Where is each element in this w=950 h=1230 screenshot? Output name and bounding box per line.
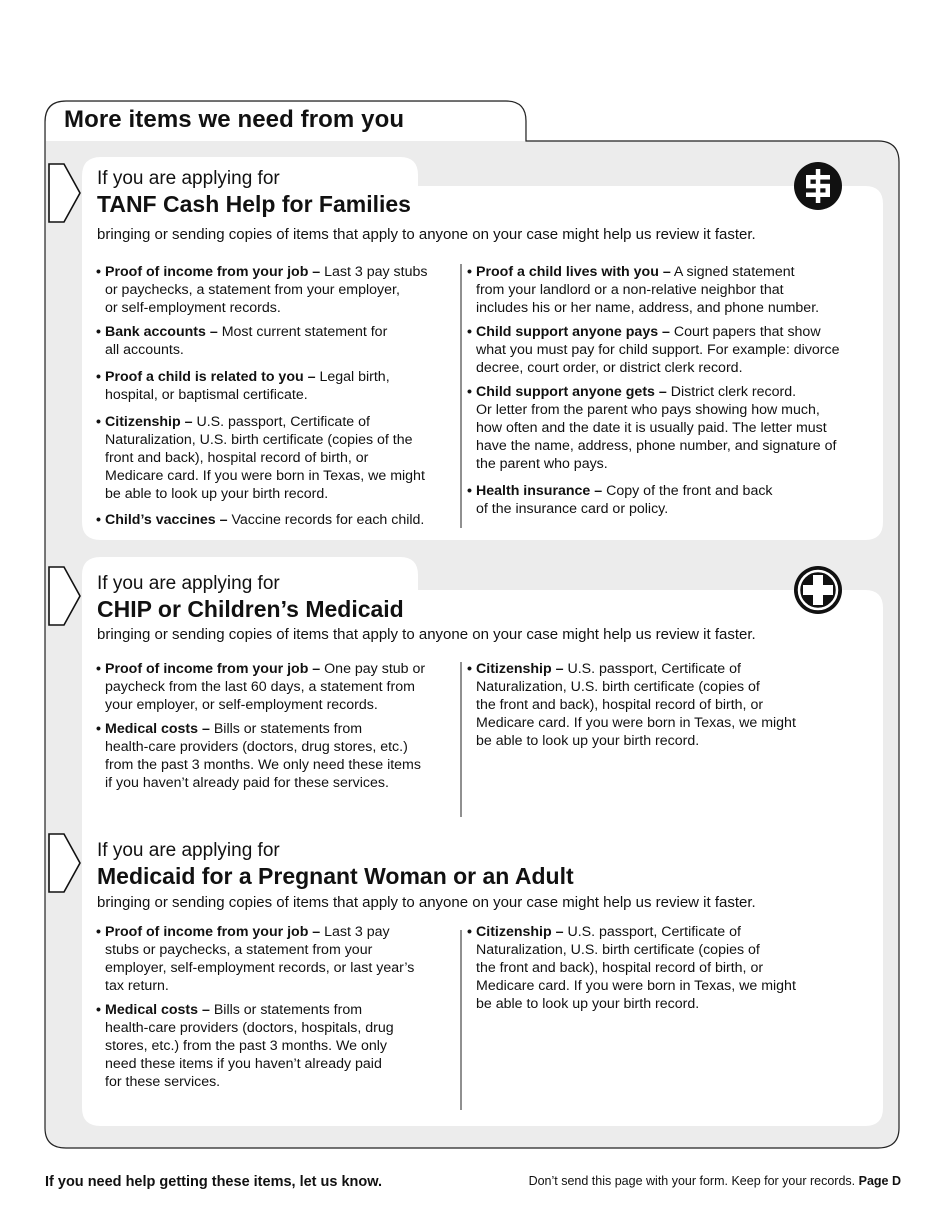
- medical-cross-icon: [794, 566, 842, 614]
- list-item: • Child support anyone pays – Court papers that show what you must pay for child support. For example: divorce decree, court order, or district clerk record.: [467, 323, 867, 377]
- left-column: [96, 923, 456, 1091]
- section-intro: bringing or sending copies of items that apply to anyone on your case might help us review it faster.: [97, 226, 756, 243]
- list-item: • Medical costs – Bills or statements from health-care providers (doctors, drug stores, etc.) from the past 3 months. We only need these items if you haven’t already paid for these services.: [96, 720, 456, 792]
- right-column: [467, 660, 867, 750]
- section-kicker: If you are applying for: [97, 573, 280, 594]
- page-label: Page D: [858, 1174, 901, 1188]
- list-item: • Child support anyone gets – District clerk record. Or letter from the parent who pays showing how much, how often and the date it is usually paid. The letter must have the name, address, phone number, and signature of the parent who pays.: [467, 383, 867, 473]
- list-item: • Proof of income from your job – Last 3 pay stubs or paychecks, a statement from your employer, self-employment records, or last year’s tax return.: [96, 923, 456, 995]
- list-item: • Bank accounts – Most current statement for all accounts.: [96, 323, 456, 359]
- section-intro: bringing or sending copies of items that apply to anyone on your case might help us review it faster.: [97, 894, 756, 911]
- section-intro: bringing or sending copies of items that apply to anyone on your case might help us review it faster.: [97, 626, 756, 643]
- program-title: CHIP or Children’s Medicaid: [97, 596, 404, 622]
- list-item: • Citizenship – U.S. passport, Certificate of Naturalization, U.S. birth certificate (copies of the front and back), hospital record of birth, or Medicare card. If you were born in Texas, we might be able to look up your birth record.: [96, 413, 456, 503]
- list-item: • Proof of income from your job – One pay stub or paycheck from the last 60 days, a statement from your employer, or self-employment records.: [96, 660, 456, 714]
- footer-note: [529, 1174, 901, 1188]
- dollar-icon: [794, 162, 842, 210]
- left-column: [96, 660, 456, 792]
- program-title: Medicaid for a Pregnant Woman or an Adult: [97, 863, 574, 889]
- list-item: • Proof a child lives with you – A signed statement from your landlord or a non-relative neighbor that includes his or her name, address, and phone number.: [467, 263, 867, 317]
- list-item: • Proof of income from your job – Last 3 pay stubs or paychecks, a statement from your employer, or self-employment records.: [96, 263, 456, 317]
- keep-records-note: Don’t send this page with your form. Keep for your records.: [528, 1174, 856, 1188]
- list-item: • Health insurance – Copy of the front and back of the insurance card or policy.: [467, 482, 867, 518]
- left-column: [96, 263, 456, 529]
- list-item: • Citizenship – U.S. passport, Certificate of Naturalization, U.S. birth certificate (copies of the front and back), hospital record of birth, or Medicare card. If you were born in Texas, we might be able to look up your birth record.: [467, 660, 867, 750]
- section-kicker: If you are applying for: [97, 840, 280, 861]
- right-column: [467, 923, 867, 1013]
- section-kicker: If you are applying for: [97, 168, 280, 189]
- page-title: More items we need from you: [64, 106, 405, 133]
- list-item: • Child’s vaccines – Vaccine records for each child.: [96, 511, 456, 529]
- help-note: If you need help getting these items, let us know.: [45, 1174, 383, 1190]
- list-item: • Proof a child is related to you – Legal birth, hospital, or baptismal certificate.: [96, 368, 456, 404]
- right-column: [467, 263, 867, 518]
- program-title: TANF Cash Help for Families: [97, 191, 411, 217]
- list-item: • Medical costs – Bills or statements from health-care providers (doctors, hospitals, drug stores, etc.) from the past 3 months. We only need these items if you haven’t already paid for these services.: [96, 1001, 456, 1091]
- list-item: • Citizenship – U.S. passport, Certificate of Naturalization, U.S. birth certificate (copies of the front and back), hospital record of birth, or Medicare card. If you were born in Texas, we might be able to look up your birth record.: [467, 923, 867, 1013]
